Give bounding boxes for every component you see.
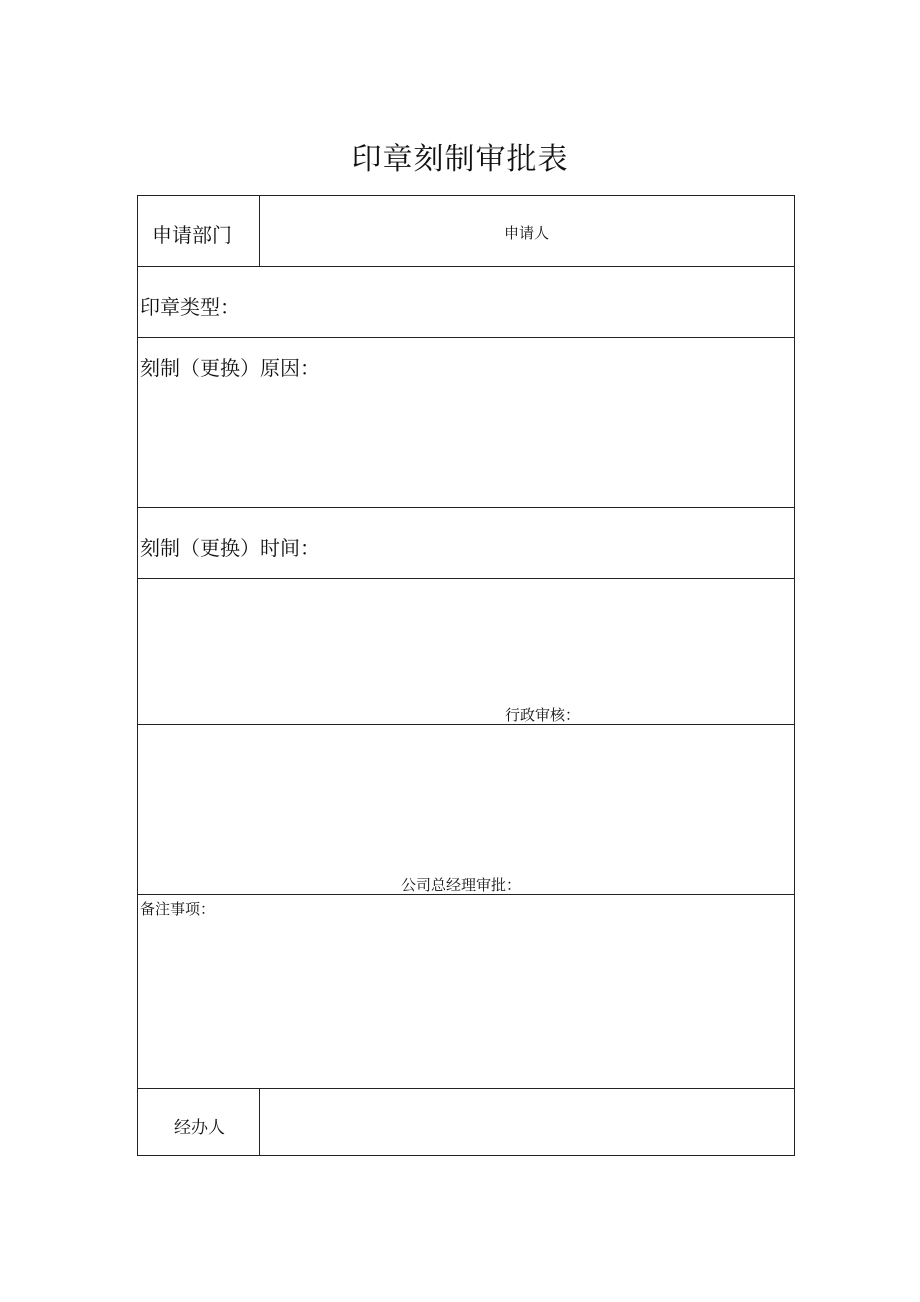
gm-approval-label: 公司总经理审批： (401, 876, 522, 894)
applicant-label: 申请人 (504, 224, 550, 242)
row-divider (138, 1088, 794, 1089)
department-label: 申请部门 (152, 223, 232, 247)
approval-form-table (137, 195, 795, 1156)
column-divider (259, 196, 260, 266)
row-divider (138, 507, 794, 508)
row-divider (138, 578, 794, 579)
form-title: 印章刻制审批表 (351, 142, 569, 177)
admin-review-label: 行政审核： (505, 706, 581, 724)
column-divider (259, 1088, 260, 1156)
row-divider (138, 724, 794, 725)
row-divider (138, 337, 794, 338)
remarks-label: 备注事项： (140, 900, 216, 918)
engraving-reason-label: 刻制（更换）原因： (140, 356, 320, 380)
seal-type-label: 印章类型： (140, 295, 240, 319)
row-divider (138, 266, 794, 267)
engraving-time-label: 刻制（更换）时间： (140, 536, 320, 560)
handler-label: 经办人 (174, 1118, 225, 1138)
